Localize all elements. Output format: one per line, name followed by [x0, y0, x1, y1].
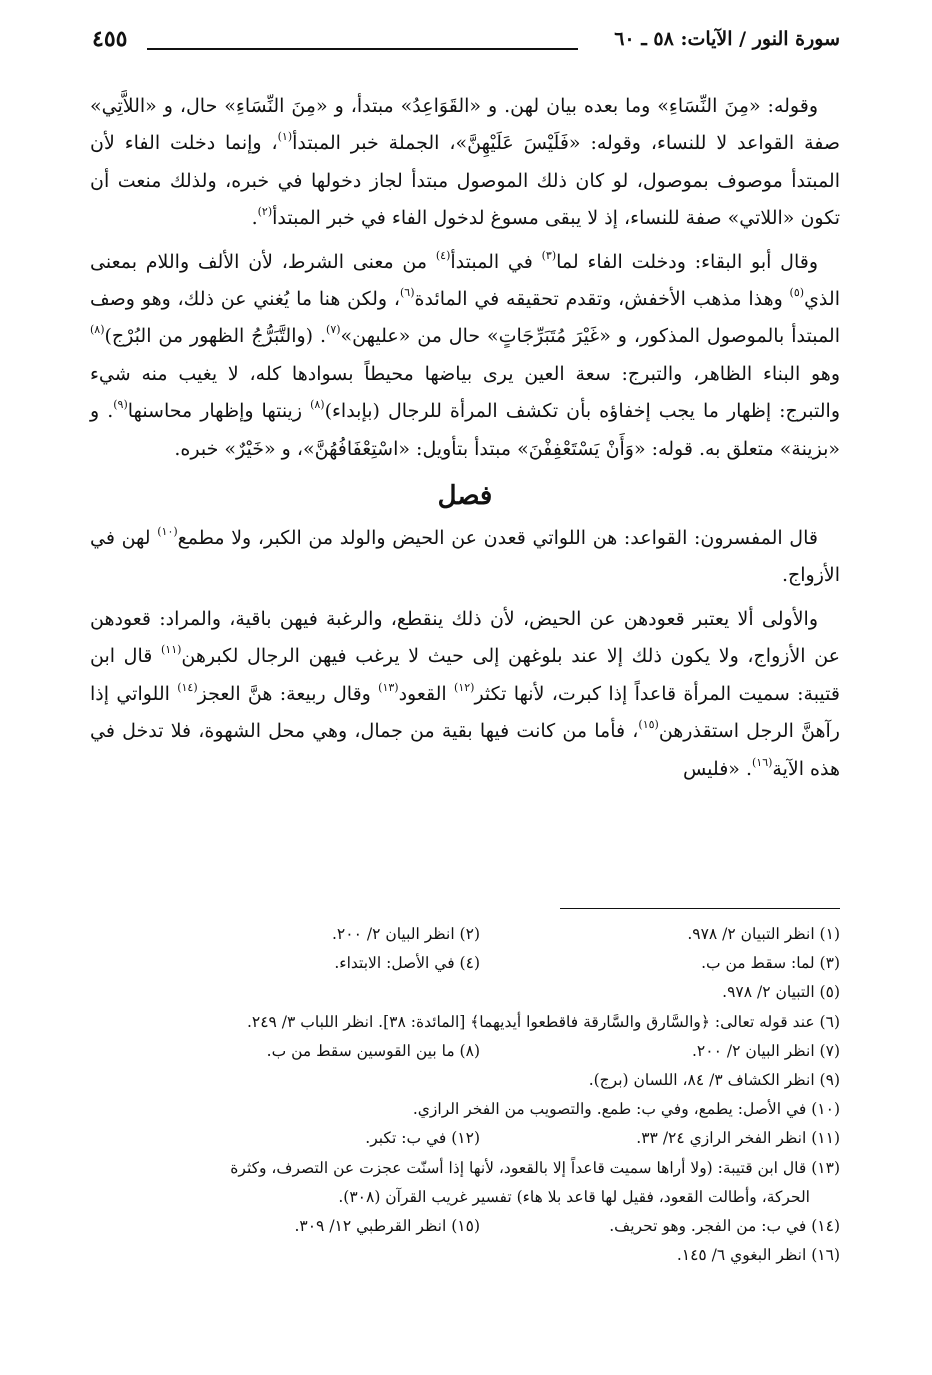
footnote-2: (٢) انظر البيان ٢/ ٢٠٠.: [331, 925, 480, 943]
footnote-8: (٨) ما بين القوسين سقط من ب.: [266, 1041, 480, 1060]
footnote-13-continued: الحركة، وأطالت القعود، فقيل لها قاعد بلا هاء) تفسير غريب القرآن (٣٠٨).: [338, 1187, 810, 1206]
surah-title: سورة النور / الآيات: ٥٨ ـ ٦٠: [614, 28, 840, 50]
footnote-14: (١٤) في ب: من الفجر. وهو تحريف.: [609, 1217, 840, 1236]
footnote-ref: (١٤): [177, 680, 198, 694]
footnote-separator: [560, 908, 840, 909]
paragraph-1: وقوله: «مِنَ النِّسَاءِ» وما بعده بيان لهن. و «القَوَاعِدُ» مبتدأ، و «مِنَ النِّسَاءِ» حال، و «اللاَّتِي» صفة القواعد لا للنساء، وقوله: «فَلَيْسَ عَلَيْهِنَّ»، الجملة خبر المبتدأ$^{(١)}$، وإنما دخلت الفاء لأن المبتدأ موصوف بموصول، لو كان ذلك الموصول مبتدأ لجاز دخولها في خبره، ولذلك منعت أن تكون «اللاتي» صفة للنساء، إذ لا يبقى مسوغ لدخول الفاء في خبر المبتدأ$^{(٢)}$.: [90, 95, 840, 230]
footnote-ref: (١٦): [752, 755, 773, 769]
paragraph-2: وقال أبو البقاء: ودخلت الفاء لما$^{(٣)}$ في المبتدأ$^{(٤)}$ من معنى الشرط، لأن الألف واللام بمعنى الذي$^{(٥)}$ وهذا مذهب الأخفش، وتقدم تحقيقه في المائدة$^{(٦)}$، ولكن هنا ما يُغني عن ذلك، وهو وصف المبتدأ بالموصول المذكور، و «غَيْرَ مُتَبَرِّجَاتٍ» حال من «عليهن»$^{(٧)}$. (والتَّبَرُّجُ الظهور من البُرْج)$^{(٨)}$ وهو البناء الظاهر، والتبرج: سعة العين يرى بياضها محيطاً بسوادها كله، لا يغيب منه شيء والتبرج: إظهار ما يجب إخفاؤه بأن تكشف المرأة للرجال (بإبداء)$^{(٨)}$ زينتها وإظهار محاسنها$^{(٩)}$. و «بزينة» متعلق به. قوله: «وَأَنْ يَسْتَعْفِفْنَ» مبتدأ بتأويل: «اسْتِعْفَافُهُنَّ»، و «خَيْرٌ» خبره.: [90, 248, 841, 460]
footnote-row: [90, 1124, 840, 1153]
footnote-ref: (٩): [113, 398, 128, 412]
footnote-11: (١١) انظر الفخر الرازي ٢٤/ ٣٣.: [636, 1129, 840, 1148]
footnote-ref: (٢): [257, 205, 273, 219]
footnote-ref: (١٢): [454, 680, 475, 694]
footnote-row: [90, 949, 840, 978]
footnote-ref: (٨): [310, 398, 325, 412]
footnote-ref: (١٥): [638, 718, 659, 732]
footnote-ref: (١٣): [378, 680, 399, 694]
footnote-15: (١٥) انظر القرطبي ١٢/ ٣٠٩.: [294, 1217, 480, 1236]
footnotes: [90, 920, 840, 1270]
footnote-1: (١) انظر التبيان ٢/ ٩٧٨.: [687, 925, 840, 943]
footnote-ref: (١١): [161, 643, 182, 657]
footnote-4: (٤) في الأصل: الابتداء.: [334, 954, 480, 973]
footnote-ref: (١٠): [157, 525, 178, 539]
footnote-ref: (١): [277, 130, 293, 144]
footnote-13: (١٣) قال ابن قتيبة: (ولا أراها سميت قاعداً إلا بالقعود، لأنها إذا أسنّت عجزت عن التصرف، وكثرة: [230, 1158, 840, 1177]
footnote-9: (٩) انظر الكشاف ٣/ ٨٤، اللسان (برج).: [588, 1071, 840, 1090]
footnote-ref: (٥): [789, 286, 805, 300]
footnote-ref: (٤): [435, 248, 451, 262]
paragraph-3: قال المفسرون: القواعد: هن اللواتي قعدن عن الحيض والولد من الكبر، ولا مطمع$^{(١٠)}$ لهن في الأزواج.: [90, 525, 840, 587]
footnote-10: (١٠) في الأصل: يطمع، وفي ب: طمع. والتصويب من الفخر الرازي.: [412, 1100, 840, 1119]
footnote-ref: (٧): [326, 323, 341, 337]
header-rule: [147, 48, 578, 50]
running-header: [92, 26, 840, 60]
footnote-7: (٧) انظر البيان ٢/ ٢٠٠.: [691, 1041, 840, 1060]
footnote-row: [90, 1037, 840, 1066]
footnote-12: (١٢) في ب: تكبر.: [365, 1129, 480, 1148]
footnote-row: [90, 1212, 840, 1241]
footnote-5: (٥) التبيان ٢/ ٩٧٨.: [722, 983, 840, 1002]
footnote-16: (١٦) انظر البغوي ٦/ ١٤٥.: [676, 1246, 840, 1265]
main-text: [90, 88, 840, 794]
footnote-ref: (٣): [541, 248, 557, 262]
footnote-6: (٦) عند قوله تعالى: ﴿والسَّارق والسَّارقة فاقطعوا أيديهما﴾ [المائدة: ٣٨]. انظر اللباب ٣/ ٢٤٩.: [246, 1012, 840, 1031]
footnote-3: (٣) لما: سقط من ب.: [701, 954, 840, 973]
paragraph-4: والأولى ألا يعتبر قعودهن عن الحيض، لأن ذلك ينقطع، والرغبة فيهن باقية، والمراد: قعودهن عن الأزواج، ولا يكون ذلك إلا عند بلوغهن إلى حيث لا يرغب فيهن الرجال لكبرهن$^{(١١)}$ قال ابن قتيبة: سميت المرأة قاعداً إذا كبرت، لأنها تكثر$^{(١٢)}$ القعود$^{(١٣)}$ وقال ربيعة: هنَّ العجز$^{(١٤)}$ اللواتي إذا رآهنَّ الرجل استقذرهن$^{(١٥)}$، فأما من كانت فيها بقية من جمال، وهي محل الشهوة، فلا تدخل في هذه الآية$^{(١٦)}$. «فليس: [90, 607, 840, 780]
page-number: ٤٥٥: [92, 26, 128, 52]
footnote-ref: (٦): [400, 286, 415, 300]
footnote-row: [90, 920, 840, 949]
section-title: فصل: [437, 481, 493, 512]
footnote-ref: (٨): [90, 323, 105, 337]
